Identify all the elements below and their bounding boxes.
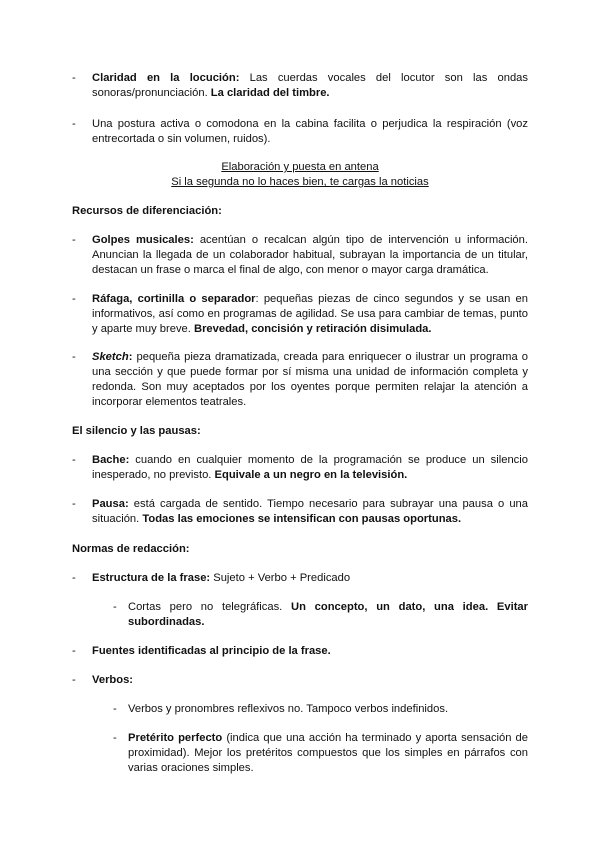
list-item-bache bbox=[72, 453, 528, 483]
center-heading-line-2: Si la segunda no lo haces bien, te cargas la noticias bbox=[171, 176, 429, 188]
text-sketch: pequeña pieza dramatizada, creada para enriquecer o ilustrar un programa o una sección y que puede formar por sí misma una unidad de información completa y redonda. Son muy aceptados por los oyentes porque permiten relajar la atención a incorporar elementos teatrales. bbox=[92, 351, 528, 408]
bullet-dash: - bbox=[113, 732, 117, 744]
term-sketch: Sketch bbox=[92, 351, 129, 363]
list-item-estructura bbox=[72, 571, 528, 586]
sub-list-item-cortas bbox=[113, 600, 528, 630]
emphasis-rafaga: Brevedad, concisión y retiración disimulada. bbox=[193, 323, 432, 335]
bullet-dash: - bbox=[72, 645, 76, 657]
term-fuentes: Fuentes identificadas al principio de la frase. bbox=[92, 645, 331, 657]
bullet-dash: - bbox=[113, 601, 117, 613]
term-rafaga: Ráfaga, cortinilla o separador bbox=[92, 293, 256, 305]
emphasis-cortas: Un concepto, un dato, una idea. Evitar subordinadas. bbox=[128, 601, 528, 628]
bullet-dash: - bbox=[72, 454, 76, 466]
bullet-dash: - bbox=[72, 351, 76, 363]
text-cortas: Cortas pero no telegráficas. bbox=[128, 601, 292, 613]
text-bache: cuando en cualquier momento de la programación se produce un silencio inesperado, no previsto. bbox=[92, 454, 528, 481]
text-claridad: Las cuerdas vocales del locutor son las ondas sonoras/pronunciación. bbox=[92, 72, 528, 99]
bullet-dash: - bbox=[72, 293, 76, 305]
list-item-postura bbox=[72, 117, 528, 147]
term-estructura: Estructura de la frase: bbox=[92, 572, 211, 584]
emphasis-claridad: La claridad del timbre. bbox=[210, 87, 330, 99]
emphasis-bache: Equivale a un negro en la televisión. bbox=[214, 469, 408, 481]
bullet-dash: - bbox=[72, 674, 76, 686]
bullet-dash: - bbox=[113, 703, 117, 715]
term-pausa: Pausa: bbox=[92, 498, 129, 510]
term-verbos: Verbos: bbox=[92, 674, 134, 686]
text-pausa: está cargada de sentido. Tiempo necesario para subrayar una pausa o una situación. bbox=[92, 498, 528, 525]
list-item-rafaga bbox=[72, 292, 528, 337]
term-bache: Bache: bbox=[92, 454, 130, 466]
term-claridad: Claridad en la locución: bbox=[92, 72, 240, 84]
text-preterito: (indica que una acción ha terminado y aporta sensación de proximidad). Mejor los pretéritos compuestos que los simples en párrafos con varias oraciones simples. bbox=[128, 732, 528, 774]
list-item-golpes bbox=[72, 233, 528, 278]
bullet-dash: - bbox=[72, 118, 76, 130]
section-heading-recursos: Recursos de diferenciación: bbox=[72, 205, 222, 217]
list-item-sketch bbox=[72, 350, 528, 410]
bullet-dash: - bbox=[72, 498, 76, 510]
text-rafaga: : pequeñas piezas de cinco segundos y se usan en informativos, así como en programas de agilidad. Se usa para cambiar de temas, punto y aparte muy breve. bbox=[92, 293, 528, 335]
bullet-dash: - bbox=[72, 72, 76, 84]
sub-list-item-preterito bbox=[113, 731, 528, 776]
section-heading-silencio: El silencio y las pausas: bbox=[72, 425, 201, 437]
emphasis-pausa: Todas las emociones se intensifican con pausas oportunas. bbox=[142, 513, 462, 525]
text-golpes: acentúan o recalcan algún tipo de intervención u información. Anuncian la llegada de un colaborador habitual, subrayan la importancia de un titular, destacan un frase o marca el final de algo, con menor o mayor carga dramática. bbox=[92, 234, 528, 276]
bullet-dash: - bbox=[72, 572, 76, 584]
list-item-verbos bbox=[72, 673, 528, 688]
center-heading-line-1: Elaboración y puesta en antena bbox=[221, 161, 379, 173]
text-reflexivos: Verbos y pronombres reflexivos no. Tampoco verbos indefinidos. bbox=[128, 703, 449, 715]
sub-list-item-reflexivos bbox=[113, 702, 528, 717]
list-item-pausa bbox=[72, 497, 528, 527]
term-sketch-colon: : bbox=[128, 351, 133, 363]
list-item-claridad bbox=[72, 71, 528, 101]
text-estructura: Sujeto + Verbo + Predicado bbox=[210, 572, 351, 584]
bullet-dash: - bbox=[72, 234, 76, 246]
term-golpes: Golpes musicales: bbox=[92, 234, 194, 246]
text-postura: Una postura activa o comodona en la cabina facilita o perjudica la respiración (voz entrecortada o sin volumen, ruidos). bbox=[92, 118, 528, 145]
section-heading-normas: Normas de redacción: bbox=[72, 543, 190, 555]
list-item-fuentes bbox=[72, 644, 528, 659]
term-preterito: Pretérito perfecto bbox=[128, 732, 223, 744]
